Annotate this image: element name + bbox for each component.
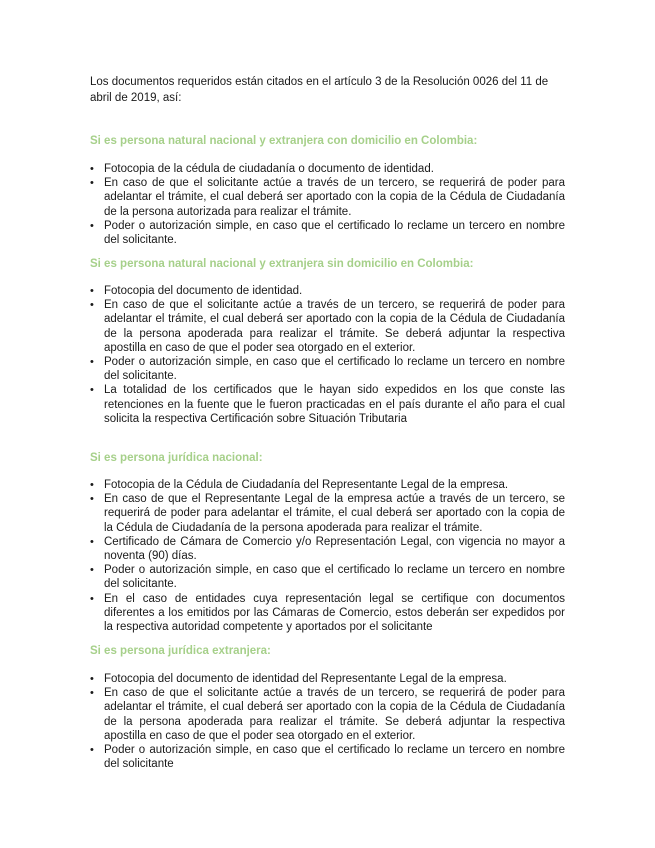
requirements-list-juridica-extranjera [90, 672, 565, 771]
section-heading-natural-con-domicilio: Si es persona natural nacional y extranjera con domicilio en Colombia: [90, 135, 478, 147]
list-item: • Poder o autorización simple, en caso que el certificado lo reclame un tercero en nombre del solicitante. [90, 563, 565, 591]
list-item: • En caso de que el solicitante actúe a través de un tercero, se requerirá de poder para adelantar el trámite, el cual deberá ser aportado con la copia de la Cédula de Ciudadanía de la persona apoderada para realizar el trámite. Se deberá adjuntar la respectiva apostilla en caso de que el poder sea otorgado en el exterior. [90, 298, 565, 355]
list-item: • Fotocopia de la Cédula de Ciudadanía del Representante Legal de la empresa. [90, 478, 565, 492]
list-item: • Certificado de Cámara de Comercio y/o Representación Legal, con vigencia no mayor a noventa (90) días. [90, 535, 565, 563]
list-item: • En caso de que el Representante Legal de la empresa actúe a través de un tercero, se requerirá de poder para adelantar el trámite, el cual deberá ser aportado con la copia de la Cédula de Ciudadanía de la persona apoderada para realizar el trámite. [90, 492, 565, 535]
section-heading-juridica-nacional: Si es persona jurídica nacional: [90, 452, 263, 464]
list-item: • Poder o autorización simple, en caso que el certificado lo reclame un tercero en nombre del solicitante. [90, 219, 565, 247]
section-heading-natural-sin-domicilio: Si es persona natural nacional y extranjera sin domicilio en Colombia: [90, 258, 474, 270]
section-heading-juridica-extranjera: Si es persona jurídica extranjera: [90, 645, 271, 657]
list-item: • La totalidad de los certificados que le hayan sido expedidos en los que conste las retenciones en la fuente que le fueron practicadas en el país durante el año para el cual solicita la respectiva Certificación sobre Situación Tributaria [90, 383, 565, 426]
list-item: • Poder o autorización simple, en caso que el certificado lo reclame un tercero en nombre del solicitante [90, 743, 565, 771]
requirements-list-natural-sin-domicilio [90, 284, 565, 426]
list-item: • Fotocopia de la cédula de ciudadanía o documento de identidad. [90, 162, 565, 176]
requirements-list-natural-con-domicilio [90, 162, 565, 247]
list-item: • En el caso de entidades cuya representación legal se certifique con documentos diferentes a los emitidos por las Cámaras de Comercio, estos deberán ser expedidos por la respectiva autoridad competente y aportados por el solicitante [90, 592, 565, 635]
list-item: • Fotocopia del documento de identidad del Representante Legal de la empresa. [90, 672, 565, 686]
list-item: • Fotocopia del documento de identidad. [90, 284, 565, 298]
intro-paragraph: Los documentos requeridos están citados en el artículo 3 de la Resolución 0026 del 11 de abril de 2019, así: [90, 76, 549, 104]
list-item: • Poder o autorización simple, en caso que el certificado lo reclame un tercero en nombre del solicitante. [90, 355, 565, 383]
requirements-list-juridica-nacional [90, 478, 565, 634]
list-item: • En caso de que el solicitante actúe a través de un tercero, se requerirá de poder para adelantar el trámite, el cual deberá ser aportado con la copia de la Cédula de Ciudadanía de la persona autorizada para realizar el trámite. [90, 176, 565, 219]
list-item: • En caso de que el solicitante actúe a través de un tercero, se requerirá de poder para adelantar el trámite, el cual deberá ser aportado con la copia de la Cédula de Ciudadanía de la persona apoderada para realizar el trámite. Se deberá adjuntar la respectiva apostilla en caso de que el poder sea otorgado en el exterior. [90, 686, 565, 743]
